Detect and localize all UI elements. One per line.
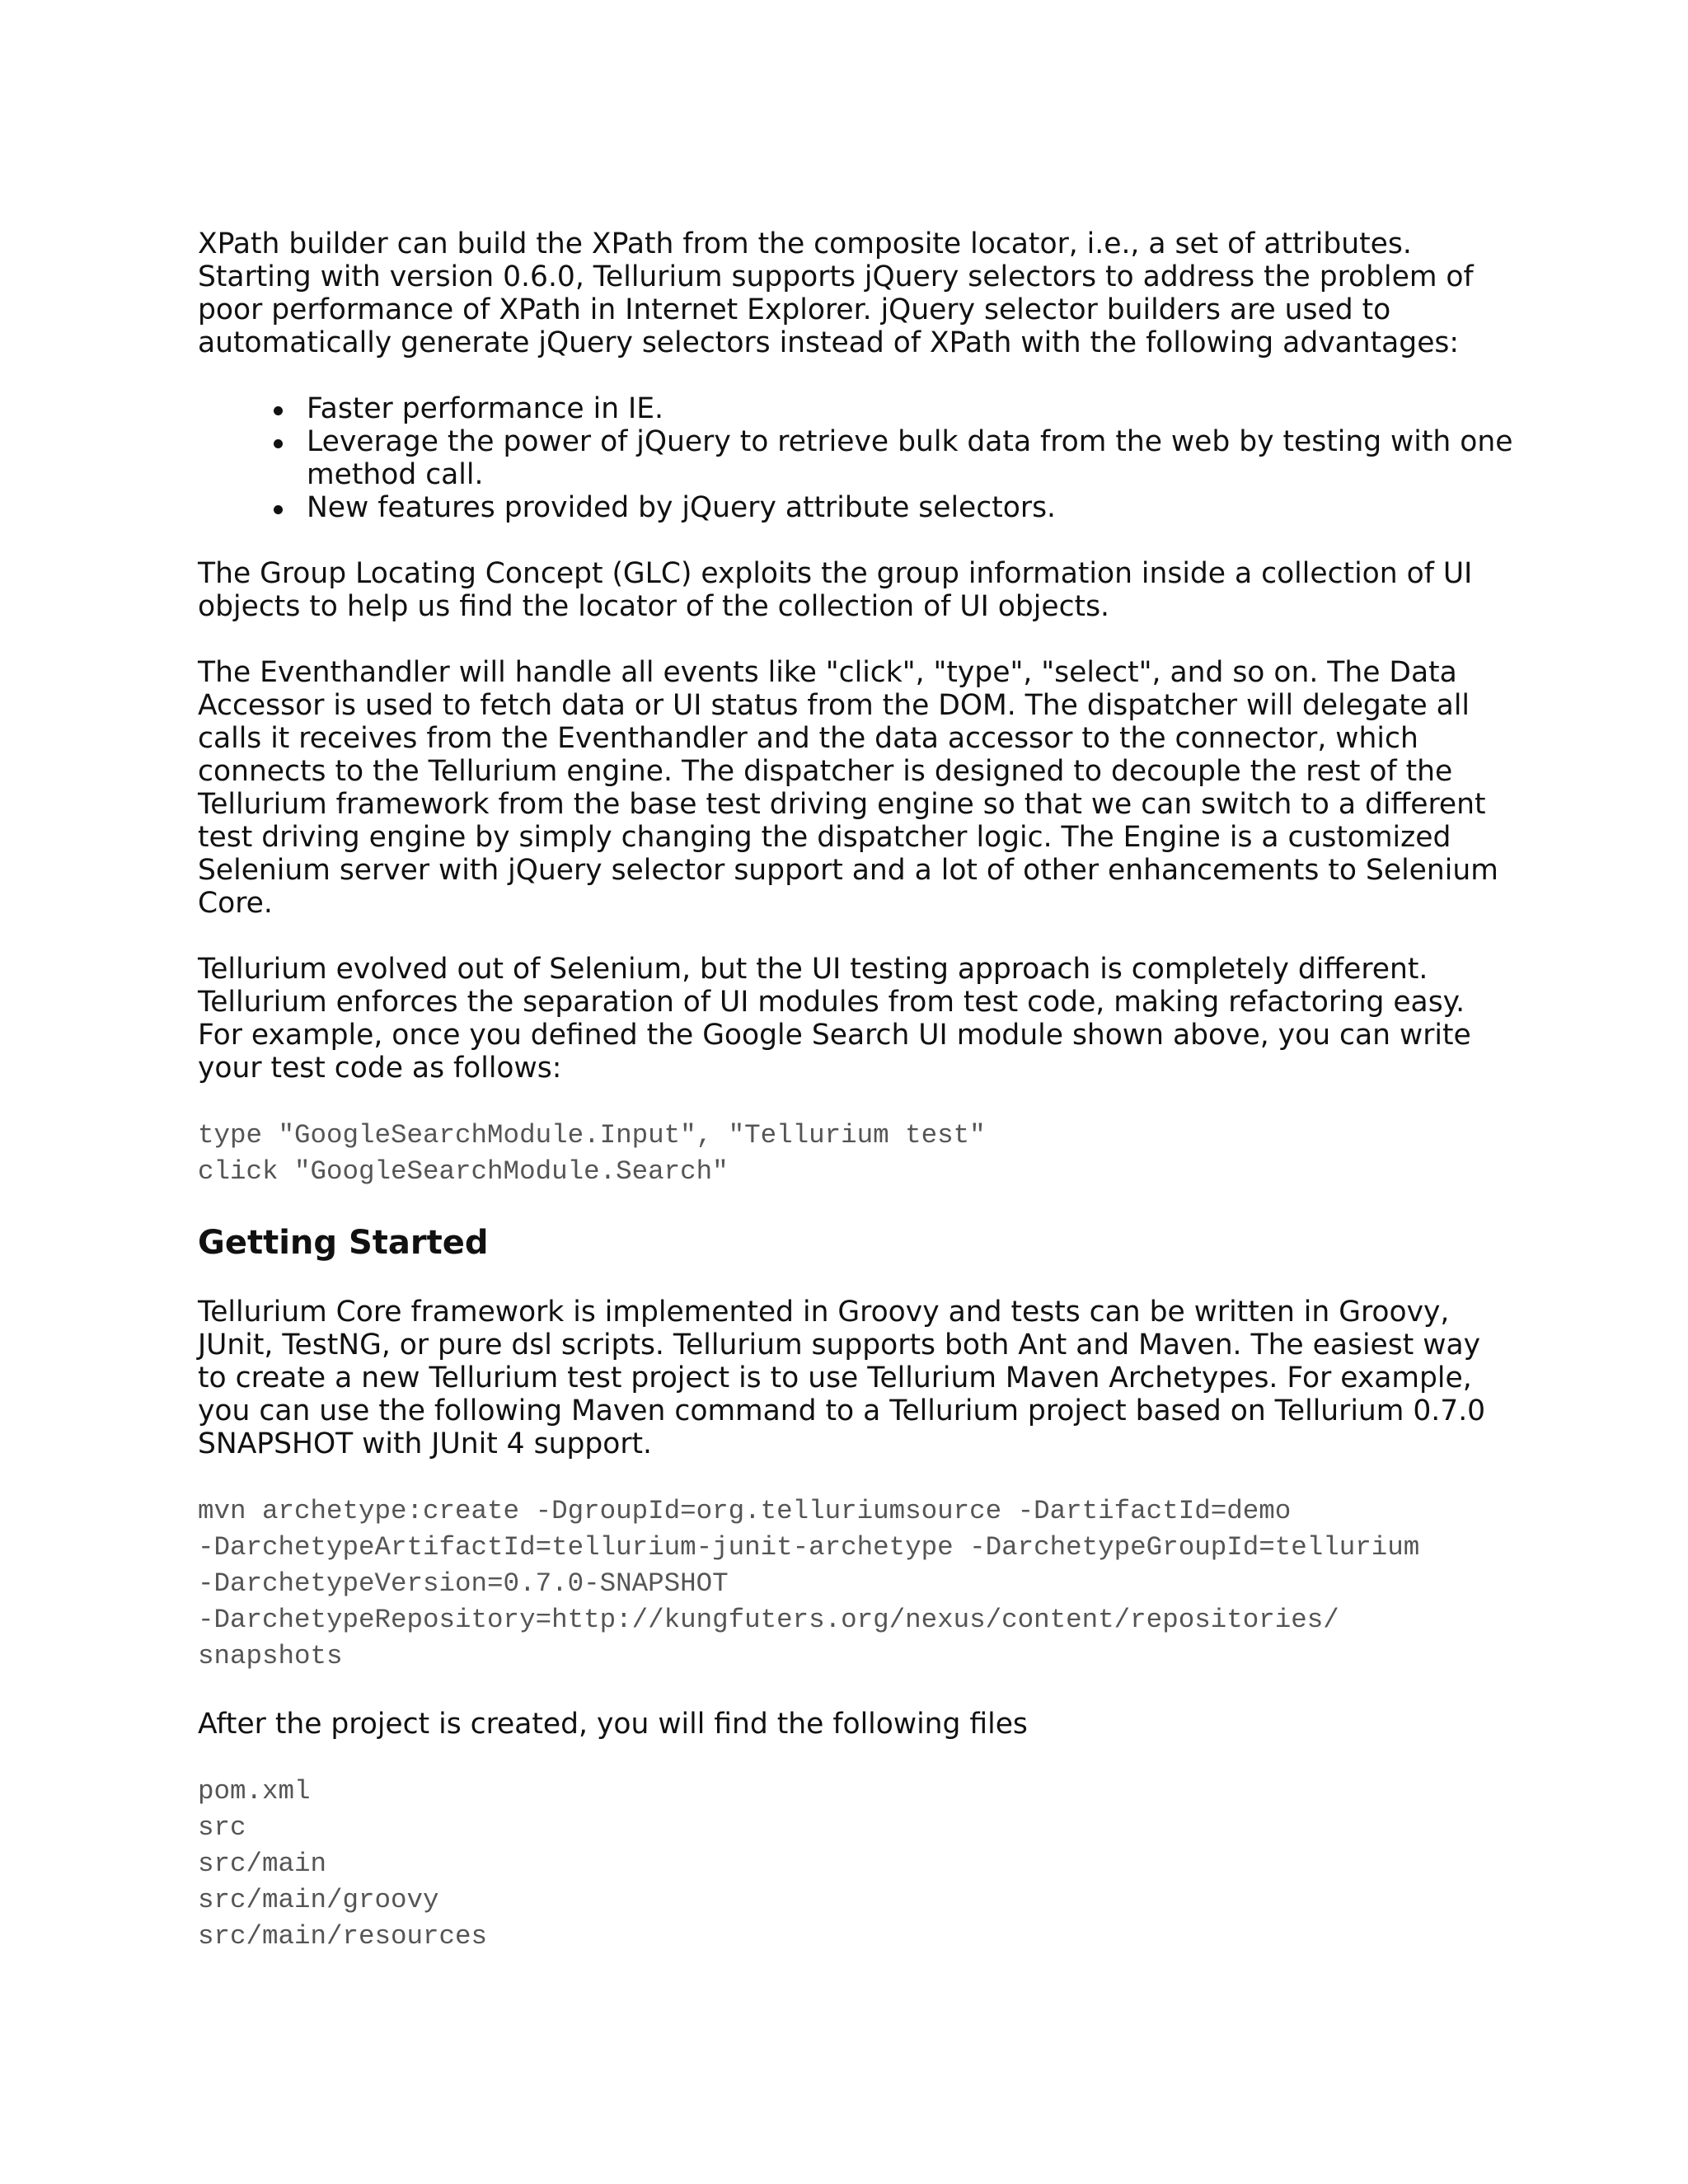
text-line: The Eventhandler will handle all events like "click", "type", "select", and so on. The Data bbox=[198, 656, 1457, 689]
text-line: After the project is created, you will find the following files bbox=[198, 1708, 1028, 1741]
advantages-list bbox=[198, 392, 1525, 524]
text-line: connects to the Tellurium engine. The dispatcher is designed to decouple the rest of the bbox=[198, 755, 1453, 788]
text-line: automatically generate jQuery selectors instead of XPath with the following advantages: bbox=[198, 326, 1460, 359]
text-line: The Group Locating Concept (GLC) exploits the group information inside a collection of UI bbox=[198, 557, 1473, 590]
text-line: calls it receives from the Eventhandler and the data accessor to the connector, which bbox=[198, 722, 1418, 755]
document-page bbox=[198, 227, 1525, 1988]
text-line: Selenium server with jQuery selector support and a lot of other enhancements to Selenium bbox=[198, 854, 1498, 887]
text-line: test driving engine by simply changing the dispatcher logic. The Engine is a customized bbox=[198, 821, 1451, 854]
paragraph-tellurium-evolved bbox=[198, 953, 1525, 1085]
paragraph-after-created bbox=[198, 1708, 1525, 1741]
text-line: XPath builder can build the XPath from the composite locator, i.e., a set of attributes. bbox=[198, 227, 1412, 260]
text-line: to create a new Tellurium test project is to use Tellurium Maven Archetypes. For example, bbox=[198, 1361, 1472, 1394]
text-line: Starting with version 0.6.0, Tellurium supports jQuery selectors to address the problem of bbox=[198, 260, 1474, 293]
text-line: Tellurium framework from the base test driving engine so that we can switch to a different bbox=[198, 788, 1486, 821]
paragraph-glc bbox=[198, 557, 1525, 623]
text-line: Core. bbox=[198, 887, 273, 920]
text-line: Accessor is used to fetch data or UI status from the DOM. The dispatcher will delegate all bbox=[198, 689, 1470, 722]
paragraph-xpath-builder bbox=[198, 227, 1525, 359]
text-line: you can use the following Maven command to a Tellurium project based on Tellurium 0.7.0 bbox=[198, 1394, 1486, 1427]
section-heading: Getting Started bbox=[198, 1224, 489, 1262]
list-item-text: Leverage the power of jQuery to retrieve bulk data from the web by testing with one bbox=[307, 425, 1513, 458]
text-line: objects to help us find the locator of the collection of UI objects. bbox=[198, 590, 1110, 623]
code-line: snapshots bbox=[198, 1641, 343, 1671]
code-line: src bbox=[198, 1812, 246, 1843]
list-item-text: Faster performance in IE. bbox=[307, 392, 663, 425]
code-line: type "GoogleSearchModule.Input", "Tellurium test" bbox=[198, 1120, 986, 1151]
text-line: For example, once you defined the Google Search UI module shown above, you can write bbox=[198, 1019, 1471, 1052]
code-line: src/main/groovy bbox=[198, 1885, 439, 1915]
list-item bbox=[307, 491, 1525, 524]
list-item bbox=[307, 425, 1525, 491]
code-line: -DarchetypeRepository=http://kungfuters.org/nexus/content/repositories/ bbox=[198, 1605, 1339, 1635]
code-line: click "GoogleSearchModule.Search" bbox=[198, 1156, 729, 1187]
text-line: Tellurium enforces the separation of UI modules from test code, making refactoring easy. bbox=[198, 986, 1465, 1019]
paragraph-eventhandler bbox=[198, 656, 1525, 920]
text-line: Tellurium Core framework is implemented in Groovy and tests can be written in Groovy, bbox=[198, 1296, 1450, 1329]
code-block-test-example bbox=[198, 1118, 1525, 1190]
code-line: src/main/resources bbox=[198, 1921, 488, 1952]
code-line: -DarchetypeArtifactId=tellurium-junit-archetype -DarchetypeGroupId=tellurium bbox=[198, 1532, 1420, 1563]
text-line: SNAPSHOT with JUnit 4 support. bbox=[198, 1427, 653, 1460]
code-line: src/main bbox=[198, 1849, 327, 1879]
text-line: your test code as follows: bbox=[198, 1052, 562, 1085]
code-line: mvn archetype:create -DgroupId=org.telluriumsource -DartifactId=demo bbox=[198, 1496, 1292, 1526]
code-line: -DarchetypeVersion=0.7.0-SNAPSHOT bbox=[198, 1568, 729, 1599]
text-line: Tellurium evolved out of Selenium, but the UI testing approach is completely different. bbox=[198, 953, 1428, 986]
list-item-text: New features provided by jQuery attribute selectors. bbox=[307, 491, 1057, 524]
text-line: JUnit, TestNG, or pure dsl scripts. Tellurium supports both Ant and Maven. The easiest way bbox=[198, 1329, 1481, 1361]
code-block-file-list bbox=[198, 1774, 1525, 1955]
text-line: poor performance of XPath in Internet Explorer. jQuery selector builders are used to bbox=[198, 293, 1391, 326]
list-item-text: method call. bbox=[307, 458, 484, 491]
code-line: pom.xml bbox=[198, 1776, 311, 1807]
list-item bbox=[307, 392, 1525, 425]
paragraph-core-framework bbox=[198, 1296, 1525, 1460]
code-block-maven-command bbox=[198, 1493, 1525, 1675]
